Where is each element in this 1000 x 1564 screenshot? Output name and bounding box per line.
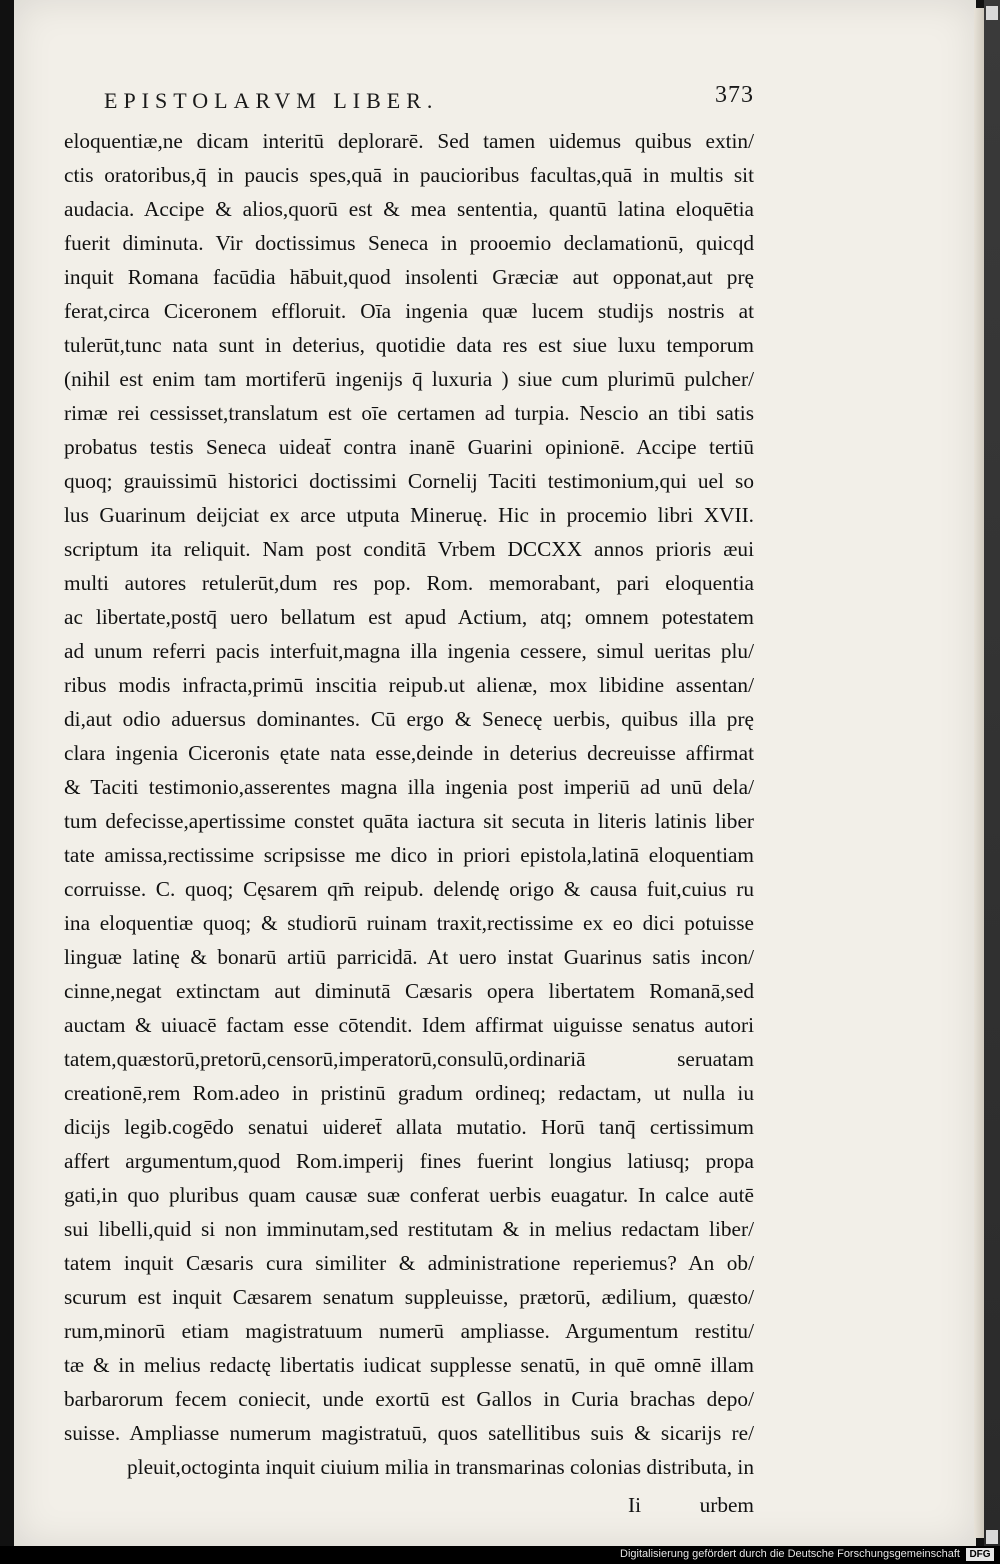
text-line: probatus testis Seneca uideat̄ contra inanē Guarini opinionē. Accipe tertiū — [64, 435, 754, 459]
text-line: inquit Romana facūdia hābuit,quod insolenti Græciæ aut opponat,aut prę — [64, 265, 754, 289]
text-line: ribus modis infracta,primū inscitia reipub.ut alienæ, mox libidine assentan/ — [64, 673, 754, 697]
text-line: rum,minorū etiam magistratuum numerū ampliasse. Argumentum restitu/ — [64, 1319, 754, 1343]
funding-credit: Digitalisierung gefördert durch die Deutsche Forschungsgemeinschaft — [620, 1548, 960, 1560]
page-edge — [974, 8, 984, 1538]
text-line: audacia. Accipe & alios,quorū est & mea sententia, quantū latina eloquētia — [64, 197, 754, 221]
text-line: sui libelli,quid si non imminutam,sed restitutam & in melius redactam liber/ — [64, 1217, 754, 1241]
running-head — [64, 80, 754, 120]
text-line: (nihil est enim tam mortiferū ingenijs q̄ luxuria ) siue cum plurimū pulcher/ — [64, 367, 754, 391]
text-line: & Taciti testimonio,asserentes magna illa ingenia post imperiū ad unū dela/ — [64, 775, 754, 799]
text-line: ad unum referri pacis interfuit,magna illa ingenia cessere, simul ueritas plu/ — [64, 639, 754, 663]
text-line: corruisse. C. quoq; Cęsarem qm̄ reipub. delendę origo & causa fuit,cuius ru — [64, 877, 754, 901]
book-page — [14, 0, 976, 1546]
text-line: linguæ latinę & bonarū artiū parricidā. At uero instat Guarinus satis incon/ — [64, 945, 754, 969]
text-line: suisse. Ampliasse numerum magistratuū, quos satellitibus suis & sicarijs re/ — [64, 1421, 754, 1445]
color-calibration-strip — [984, 0, 1000, 1564]
text-line: scurum est inquit Cæsarem senatum suppleuisse, prætorū, ædilium, quæsto/ — [64, 1285, 754, 1309]
text-line: multi autores retulerūt,dum res pop. Rom. memorabant, pari eloquentia — [64, 571, 754, 595]
text-line: ctis oratoribus,q̄ in paucis spes,quā in paucioribus facultas,quā in multis sit — [64, 163, 754, 187]
text-line: eloquentiæ,ne dicam interitū deplorarē. Sed tamen uidemus quibus extin/ — [64, 129, 754, 153]
text-line: affert argumentum,quod Rom.imperij fines fuerint longius latiusq; propa — [64, 1149, 754, 1173]
text-line: gati,in quo pluribus quam causæ suæ conferat uerbis euagatur. In calce autē — [64, 1183, 754, 1207]
text-line: auctam & uiuacē factam esse cōtendit. Idem affirmat uiguisse senatus autori — [64, 1013, 754, 1037]
text-line: tatem inquit Cæsaris cura similiter & administratione reperiemus? An ob/ — [64, 1251, 754, 1275]
text-line: tatem,quæstorū,pretorū,censorū,imperatorū,consulū,ordinariā seruatam — [64, 1047, 754, 1071]
text-line: pleuit,octoginta inquit ciuium milia in transmarinas colonias distributa, in — [127, 1455, 754, 1479]
text-line: tate amissa,rectissime scripsisse me dico in priori epistola,latinā eloquentiam — [64, 843, 754, 867]
text-line: di,aut odio aduersus dominantes. Cū ergo & Senecę uerbis, quibus illa prę — [64, 707, 754, 731]
text-line: ferat,circa Ciceronem effloruit. Oīa ingenia quæ lucem studijs nostris at — [64, 299, 754, 323]
text-line: cinne,negat extinctam aut diminutā Cæsaris opera libertatem Romanā,sed — [64, 979, 754, 1003]
catchword: urbem — [699, 1493, 754, 1517]
text-line: lus Guarinum deijciat ex arce utputa Mineruę. Hic in procemio libri XVII. — [64, 503, 754, 527]
text-line: tum defecisse,apertissime constet quāta iactura sit secuta in literis latinis liber — [64, 809, 754, 833]
text-line: barbarorum fecem coniecit, unde exortū est Gallos in Curia brachas depo/ — [64, 1387, 754, 1411]
text-line: tæ & in melius redactę libertatis iudicat supplesse senatū, in quē omnē illam — [64, 1353, 754, 1377]
text-line: ac libertate,postq̄ uero bellatum est apud Actium, atq; omnem potestatem — [64, 605, 754, 629]
text-line: quoq; grauissimū historici doctissimi Cornelij Taciti testimonium,qui uel so — [64, 469, 754, 493]
running-title: EPISTOLARVM LIBER. — [104, 88, 439, 113]
body-text — [64, 124, 754, 1484]
signature-mark: Ii — [628, 1493, 642, 1517]
dfg-logo-icon: DFG — [966, 1548, 994, 1561]
text-line: dicijs legib.cogēdo senatui uideret̄ allata mutatio. Horū tanq̄ certissimum — [64, 1115, 754, 1139]
signature-line — [64, 1488, 754, 1522]
text-line: rimæ rei cessisset,translatum est oīe certamen ad turpia. Nescio an tibi satis — [64, 401, 754, 425]
text-line: tulerūt,tunc nata sunt in deterius, quotidie data res est siue luxu temporum — [64, 333, 754, 357]
text-line: clara ingenia Ciceronis ętate nata esse,deinde in deterius decreuisse affirmat — [64, 741, 754, 765]
text-line: creationē,rem Rom.adeo in pristinū gradum ordineq; redactam, ut nulla iu — [64, 1081, 754, 1105]
folio-number: 373 — [715, 82, 754, 108]
text-line: fuerit diminuta. Vir doctissimus Seneca in prooemio declamationū, quicqd — [64, 231, 754, 255]
text-line: scriptum ita reliquit. Nam post conditā Vrbem DCCXX annos prioris æui — [64, 537, 754, 561]
text-line: ina eloquentiæ quoq; & studiorū ruinam traxit,rectissime ex eo dici potuisse — [64, 911, 754, 935]
